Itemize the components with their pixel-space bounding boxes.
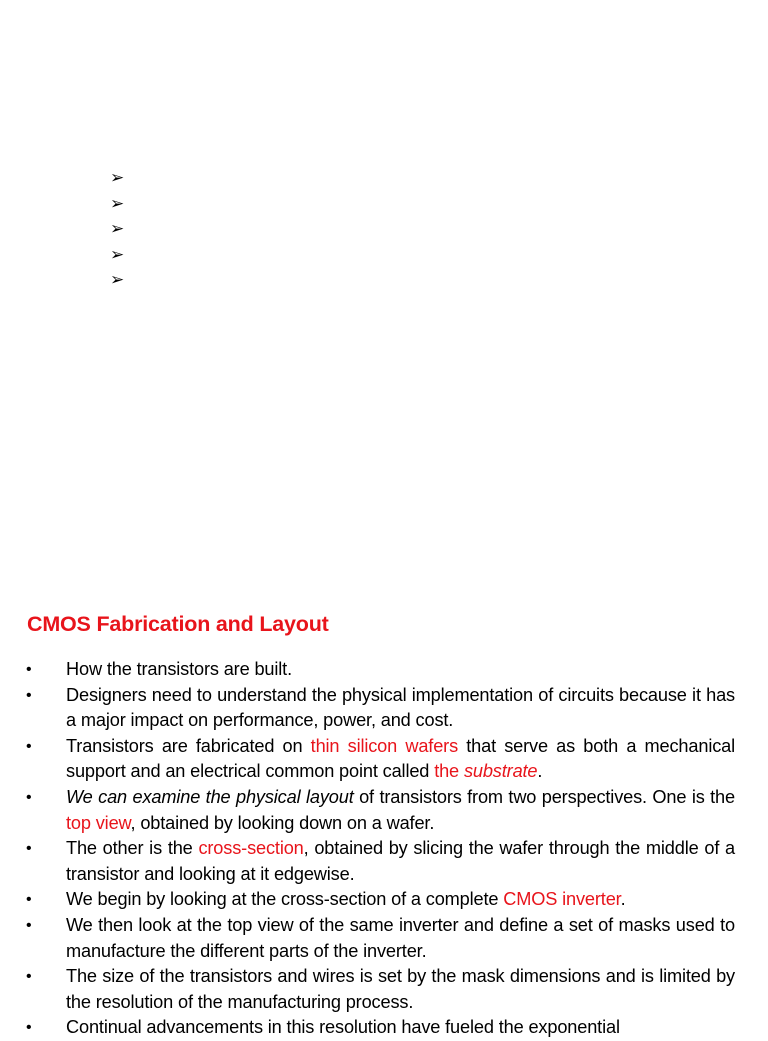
bullet-item (26, 657, 735, 683)
bullet-item (26, 1015, 735, 1041)
bullet-text: , obtained by looking down on a wafer. (130, 812, 435, 833)
bullet-dot-icon: • (26, 661, 32, 678)
section-heading: CMOS Fabrication and Layout (27, 612, 329, 636)
bullet-text: . (620, 889, 626, 910)
bullet-dot-icon: • (26, 891, 32, 909)
bullet-text: cross-section (198, 838, 304, 859)
bullet-text: The size of the transistors and wires is set by the mask dimensions and is limited by the resolution of the manufacturing process. (66, 966, 735, 1012)
bullet-dot-icon: • (26, 840, 32, 858)
bullet-dot-icon: • (26, 686, 32, 704)
bullet-text: . (537, 761, 543, 782)
bullet-text: , obtained by slicing the wafer through the middle of a transistor and looking at it edgewise. (66, 838, 736, 884)
bullet-text: The other is the (66, 838, 199, 859)
arrow-bullet-icon: ➢ (110, 168, 125, 188)
bullet-item (26, 785, 735, 836)
bullet-item (26, 836, 735, 887)
bullet-item (26, 913, 735, 964)
bullet-text: How the transistors are built. (66, 659, 292, 679)
bullet-text: We begin by looking at the cross-section of a complete (66, 889, 504, 910)
bullet-text: Designers need to understand the physical implementation of circuits because it has a major impact on performance, power, and cost. (66, 684, 735, 731)
bullet-text: that serve as both a mechanical support and an electrical common point called (66, 735, 736, 782)
bullet-item (26, 964, 735, 1015)
bullet-text: substrate (463, 761, 538, 782)
arrow-bullet-list (110, 166, 124, 294)
arrow-bullet-icon: ➢ (110, 219, 125, 240)
bullet-text: of transistors from two perspectives. One is the (353, 786, 735, 807)
arrow-bullet-icon: ➢ (110, 193, 125, 214)
arrow-bullet-icon: ➢ (110, 244, 125, 265)
bullet-dot-icon: • (26, 1019, 32, 1037)
bullet-text: We can examine the physical layout (66, 786, 354, 807)
bullet-text: thin silicon wafers (310, 735, 459, 756)
bullet-text: Transistors are fabricated on (66, 735, 311, 756)
bullet-text: top view (66, 812, 131, 833)
bullet-text: We then look at the top view of the same inverter and define a set of masks used to manufacture the different parts of the inverter. (66, 914, 735, 961)
bullet-dot-icon: • (26, 788, 32, 806)
bullet-text: CMOS inverter (503, 889, 621, 910)
bullet-dot-icon: • (26, 968, 32, 986)
bullet-text: the (434, 761, 464, 782)
bullet-item (26, 734, 735, 785)
bullet-dot-icon: • (26, 916, 32, 934)
bullet-text: Continual advancements in this resolution have fueled the exponential (66, 1017, 620, 1038)
bullet-item (26, 683, 735, 734)
arrow-bullet-icon: ➢ (110, 270, 125, 291)
bullet-list (26, 657, 735, 1041)
bullet-dot-icon: • (26, 737, 32, 755)
bullet-item (26, 887, 735, 913)
